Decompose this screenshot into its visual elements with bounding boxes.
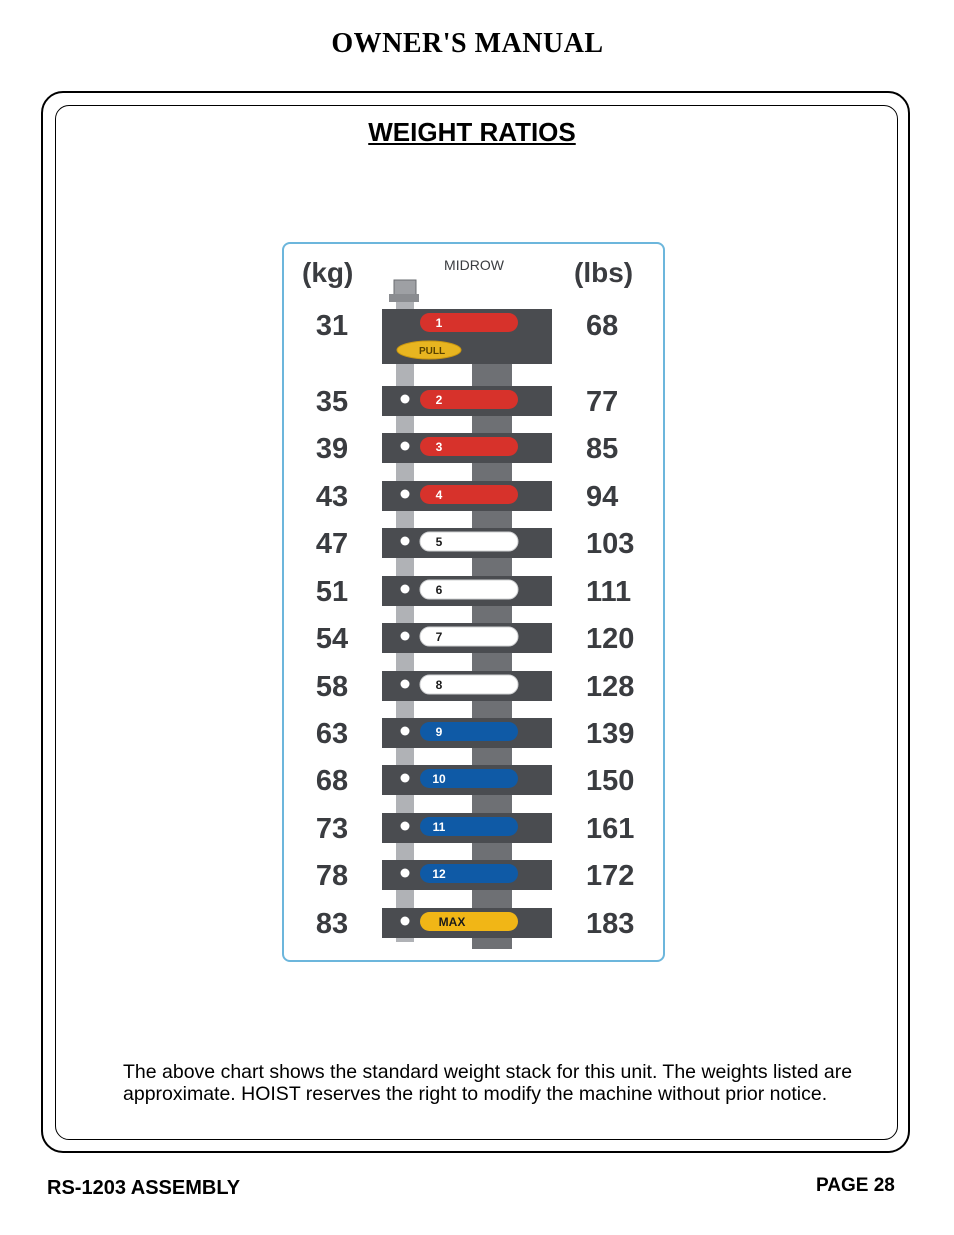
pin-hole bbox=[401, 680, 410, 689]
kg-value: 73 bbox=[315, 813, 349, 845]
lbs-value: 103 bbox=[586, 528, 635, 560]
pin-hole bbox=[401, 585, 410, 594]
lbs-value: 120 bbox=[586, 623, 635, 655]
plate-number-label: 3 bbox=[435, 440, 443, 454]
pin-hole bbox=[401, 774, 410, 783]
plate-number-label: 12 bbox=[432, 867, 446, 881]
plate-color-tag bbox=[420, 912, 518, 931]
lbs-value: 128 bbox=[586, 671, 635, 703]
kg-value: 31 bbox=[315, 310, 349, 342]
lbs-value: 85 bbox=[586, 433, 619, 465]
pin-hole bbox=[401, 395, 410, 404]
kg-value: 43 bbox=[315, 481, 349, 513]
lbs-value: 77 bbox=[586, 386, 619, 418]
lbs-value: 161 bbox=[586, 813, 635, 845]
lbs-value: 150 bbox=[586, 765, 635, 797]
pin-hole bbox=[401, 632, 410, 641]
kg-header: (kg) bbox=[302, 257, 354, 288]
chart-note: The above chart shows the standard weight stack for this unit. The weights listed are approximate. HOIST reserves the right to modify the machine without prior notice. bbox=[123, 1061, 853, 1105]
plate-number-label: 6 bbox=[435, 583, 443, 597]
plate-number-label: 11 bbox=[432, 820, 446, 834]
section-title: WEIGHT RATIOS bbox=[368, 117, 576, 147]
plate-number-label: 7 bbox=[435, 630, 443, 644]
chart-title: MIDROW bbox=[444, 257, 504, 273]
lbs-value: 94 bbox=[586, 481, 619, 513]
pull-label: PULL bbox=[418, 346, 446, 357]
lbs-value: 68 bbox=[586, 310, 619, 342]
plate-number-label: 2 bbox=[435, 393, 443, 407]
selector-pin-base bbox=[389, 294, 419, 302]
pin-hole bbox=[401, 822, 410, 831]
plate-number-label: MAX bbox=[438, 915, 466, 929]
lbs-value: 172 bbox=[586, 860, 635, 892]
footer-model: RS-1203 ASSEMBLY bbox=[47, 1177, 241, 1199]
kg-value: 47 bbox=[315, 528, 349, 560]
plate-number-label: 5 bbox=[435, 535, 443, 549]
selector-pin-cap bbox=[394, 280, 416, 296]
plate-number-label: 9 bbox=[435, 725, 443, 739]
pin-hole bbox=[401, 442, 410, 451]
kg-value: 58 bbox=[315, 671, 349, 703]
plate-number-label: 10 bbox=[432, 772, 446, 786]
kg-value: 83 bbox=[315, 908, 349, 940]
footer-page-number: PAGE 28 bbox=[816, 1175, 895, 1196]
kg-value: 68 bbox=[315, 765, 349, 797]
plate-number-label: 1 bbox=[435, 316, 443, 330]
kg-value: 78 bbox=[315, 860, 349, 892]
pin-hole bbox=[401, 727, 410, 736]
pin-hole bbox=[401, 917, 410, 926]
pin-hole bbox=[401, 537, 410, 546]
lbs-value: 139 bbox=[586, 718, 635, 750]
weight-stack-chart bbox=[282, 242, 665, 962]
lbs-value: 111 bbox=[586, 576, 632, 608]
kg-value: 51 bbox=[315, 576, 349, 608]
kg-value: 54 bbox=[315, 623, 349, 655]
pin-hole bbox=[401, 490, 410, 499]
kg-value: 35 bbox=[315, 386, 349, 418]
manual-title: OWNER'S MANUAL bbox=[331, 28, 604, 59]
kg-value: 39 bbox=[315, 433, 349, 465]
lbs-value: 183 bbox=[586, 908, 635, 940]
plate-number-label: 4 bbox=[435, 488, 443, 502]
plate-number-label: 8 bbox=[435, 678, 443, 692]
pin-hole bbox=[401, 869, 410, 878]
kg-value: 63 bbox=[315, 718, 349, 750]
lbs-header: (lbs) bbox=[574, 257, 634, 288]
weight-stack-svg bbox=[284, 244, 663, 960]
